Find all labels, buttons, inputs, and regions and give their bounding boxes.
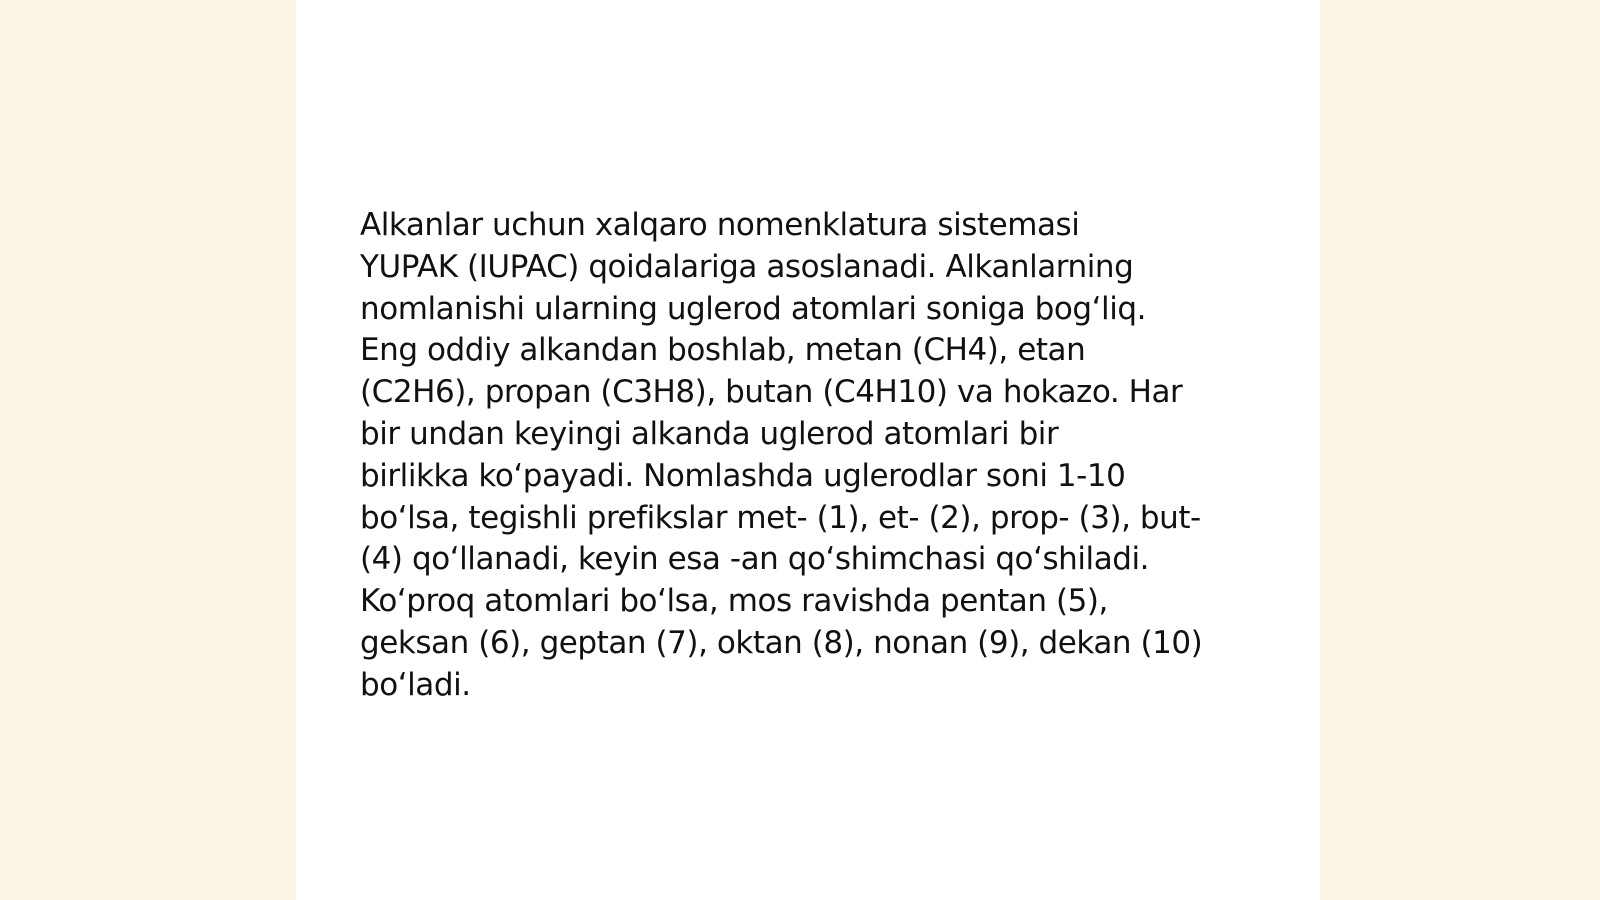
slide-page — [296, 0, 1320, 900]
slide-body-text: Alkanlar uchun xalqaro nomenklatura sistemasi YUPAK (IUPAC) qoidalariga asoslanadi. Alkanlarning nomlanishi ularning uglerod atomlari soniga bogʻliq. Eng oddiy alkandan boshlab, metan (CH4), etan (C2H6), propan (C3H8), butan (C4H10) va hokazo. Har bir undan keyingi alkanda uglerod atomlari bir birlikka koʻpayadi. Nomlashda uglerodlar soni 1-10 boʻlsa, tegishli prefikslar met- (1), et- (2), prop- (3), but- (4) qoʻllanadi, keyin esa -an qoʻshimchasi qoʻshiladi. Koʻproq atomlari boʻlsa, mos ravishda pentan (5), geksan (6), geptan (7), oktan (8), nonan (9), dekan (10) boʻladi. — [360, 207, 1203, 703]
right-margin-panel — [1320, 0, 1600, 900]
left-margin-panel — [0, 0, 296, 900]
